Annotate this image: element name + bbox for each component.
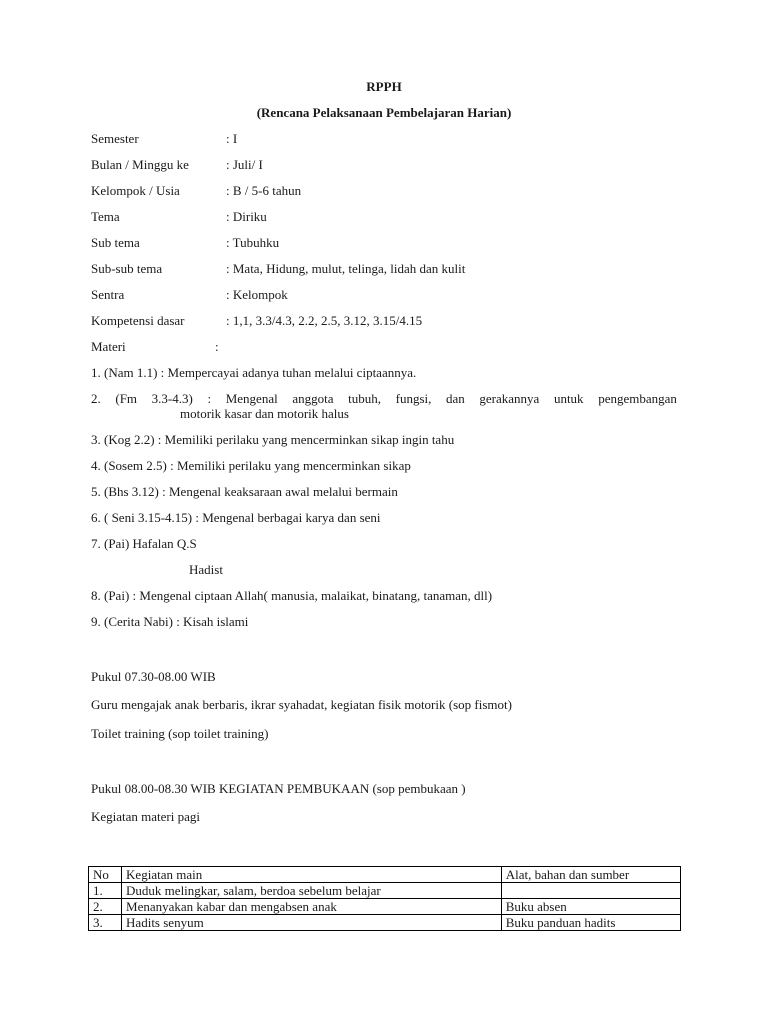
materi-item-8: 8. (Pai) : Mengenal ciptaan Allah( manusia, malaikat, binatang, tanaman, dll) [91,588,493,603]
section-materi-pagi: Kegiatan materi pagi [91,809,201,824]
info-label-bulan: Bulan / Minggu ke [91,157,189,172]
materi-item-2 [91,391,677,421]
info-label-sub-tema: Sub tema [91,235,140,250]
info-value-kompetensi: : 1,1, 3.3/4.3, 2.2, 2.5, 3.12, 3.15/4.15 [226,313,423,328]
info-value-sub-tema: : Tubuhku [226,235,280,250]
table-cell: Menanyakan kabar dan mengabsen anak [122,899,502,915]
table-cell: 2. [89,899,122,915]
word: anggota [292,391,334,406]
info-value-semester: : I [226,131,238,146]
info-value-materi: : [215,339,219,354]
info-value-tema: : Diriku [226,209,267,224]
info-label-semester: Semester [91,131,139,146]
word: Mengenal [225,391,278,406]
info-label-sentra: Sentra [91,287,125,302]
materi-item-5: 5. (Bhs 3.12) : Mengenal keaksaraan awal melalui bermain [91,484,398,499]
table-cell: Buku panduan hadits [501,915,680,931]
table-cell [501,883,680,899]
materi-item-6: 6. ( Seni 3.15-4.15) : Mengenal berbagai karya dan seni [91,510,381,525]
word: : [207,391,212,406]
table-row [89,899,681,915]
doc-title: RPPH [366,79,402,94]
word: (Fm [115,391,138,406]
word: dan [445,391,465,406]
table-cell: Duduk melingkar, salam, berdoa sebelum belajar [122,883,502,899]
info-label-materi: Materi [91,339,126,354]
table-row [89,915,681,931]
section-toilet: Toilet training (sop toilet training) [91,726,269,741]
table-header-no: No [89,867,122,883]
materi-item-3: 3. (Kog 2.2) : Memiliki perilaku yang mencerminkan sikap ingin tahu [91,432,455,447]
word: 3.3-4.3) [151,391,193,406]
table-header-row [89,867,681,883]
materi-item-9: 9. (Cerita Nabi) : Kisah islami [91,614,249,629]
section-guru: Guru mengajak anak berbaris, ikrar syahadat, kegiatan fisik motorik (sop fismot) [91,697,512,712]
table-row [89,883,681,899]
table-cell: 3. [89,915,122,931]
materi-item-2-line-2: motorik kasar dan motorik halus [180,406,349,421]
materi-item-7: 7. (Pai) Hafalan Q.S [91,536,197,551]
word: gerakannya [479,391,540,406]
kegiatan-table [88,866,681,931]
word: pengembangan [598,391,677,406]
materi-item-4: 4. (Sosem 2.5) : Memiliki perilaku yang mencerminkan sikap [91,458,411,473]
table-header-alat: Alat, bahan dan sumber [501,867,680,883]
word: fungsi, [395,391,432,406]
table-cell: 1. [89,883,122,899]
info-label-tema: Tema [91,209,120,224]
section-pukul-2: Pukul 08.00-08.30 WIB KEGIATAN PEMBUKAAN (sop pembukaan ) [91,781,466,796]
info-value-kelompok: : B / 5-6 tahun [226,183,302,198]
info-value-sub-sub-tema: : Mata, Hidung, mulut, telinga, lidah dan kulit [226,261,466,276]
info-label-kompetensi: Kompetensi dasar [91,313,185,328]
materi-item-7-sub: Hadist [189,562,223,577]
info-label-sub-sub-tema: Sub-sub tema [91,261,163,276]
materi-item-2-line-1 [91,391,677,406]
word: 2. [91,391,101,406]
word: untuk [553,391,584,406]
info-value-bulan: : Juli/ I [226,157,263,172]
info-value-sentra: : Kelompok [226,287,288,302]
section-pukul-1: Pukul 07.30-08.00 WIB [91,669,216,684]
materi-item-1: 1. (Nam 1.1) : Mempercayai adanya tuhan melalui ciptaannya. [91,365,417,380]
table-cell: Buku absen [501,899,680,915]
doc-subtitle: (Rencana Pelaksanaan Pembelajaran Harian) [256,105,512,120]
table-header-kegiatan: Kegiatan main [122,867,502,883]
word: tubuh, [348,391,381,406]
table-cell: Hadits senyum [122,915,502,931]
info-label-kelompok: Kelompok / Usia [91,183,180,198]
